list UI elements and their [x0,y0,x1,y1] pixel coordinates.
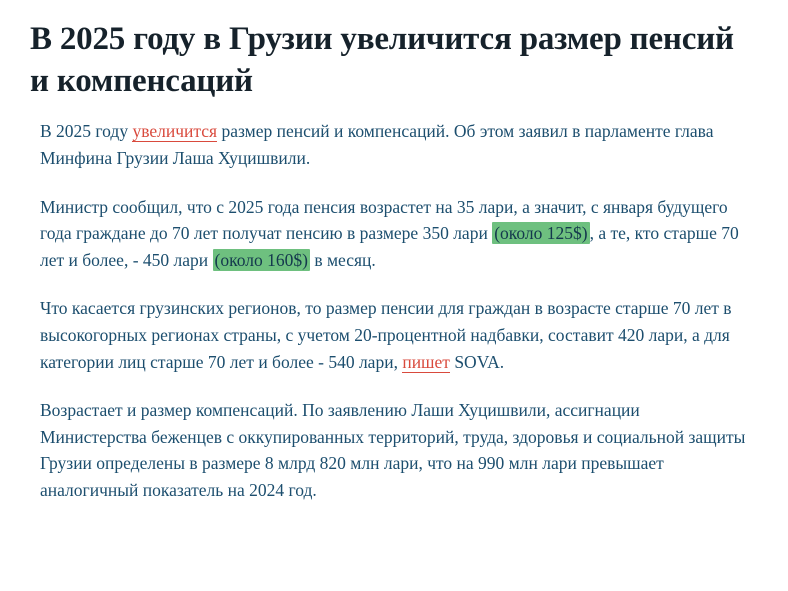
article-body [26,106,762,503]
text-run: в месяц. [309,249,376,270]
inline-link[interactable]: пишет [402,351,450,372]
text-run: , а те, кто старше 70 лет и более, - 450 лари [40,223,739,270]
highlighted-text: (около 125$) [494,223,588,244]
paragraph [40,194,750,274]
text-run: SOVA. [449,351,505,372]
text-run: размер пенсий и компенсаций. Об этом заявил в парламенте глава Минфина Грузии Лаша Хуцишвили. [40,121,714,169]
paragraph [40,295,750,375]
highlighted-text: (около 160$) [214,249,308,270]
text-run: Возрастает и размер компенсаций. По заявлению Лаши Хуцишвили, ассигнации Министерства беженцев с оккупированных территорий, труда, здоровья и социальной защиты Грузии определены в размере 8 млрд 820 млн лари, что на 990 млн лари превышает аналогичный показатель на 2024 год. [40,400,746,500]
page-title: В 2025 году в Грузии увеличится размер пенсий и компенсаций [30,21,734,100]
text-run: Министр сообщил, что с 2025 года пенсия возрастет на 35 лари, а значит, с января будущего года граждане до 70 лет получат пенсию в размере 350 лари [40,196,728,244]
paragraph [40,118,750,171]
paragraph [40,397,750,503]
inline-link[interactable]: увеличится [132,121,218,142]
text-run: Что касается грузинских регионов, то размер пенсии для граждан в возрасте старше 70 лет в высокогорных регионах страны, с учетом 20-процентной надбавки, составит 420 лари, а для категории лиц старше 70 лет и более - 540 лари, [40,298,732,372]
text-run: В 2025 году [40,121,133,142]
